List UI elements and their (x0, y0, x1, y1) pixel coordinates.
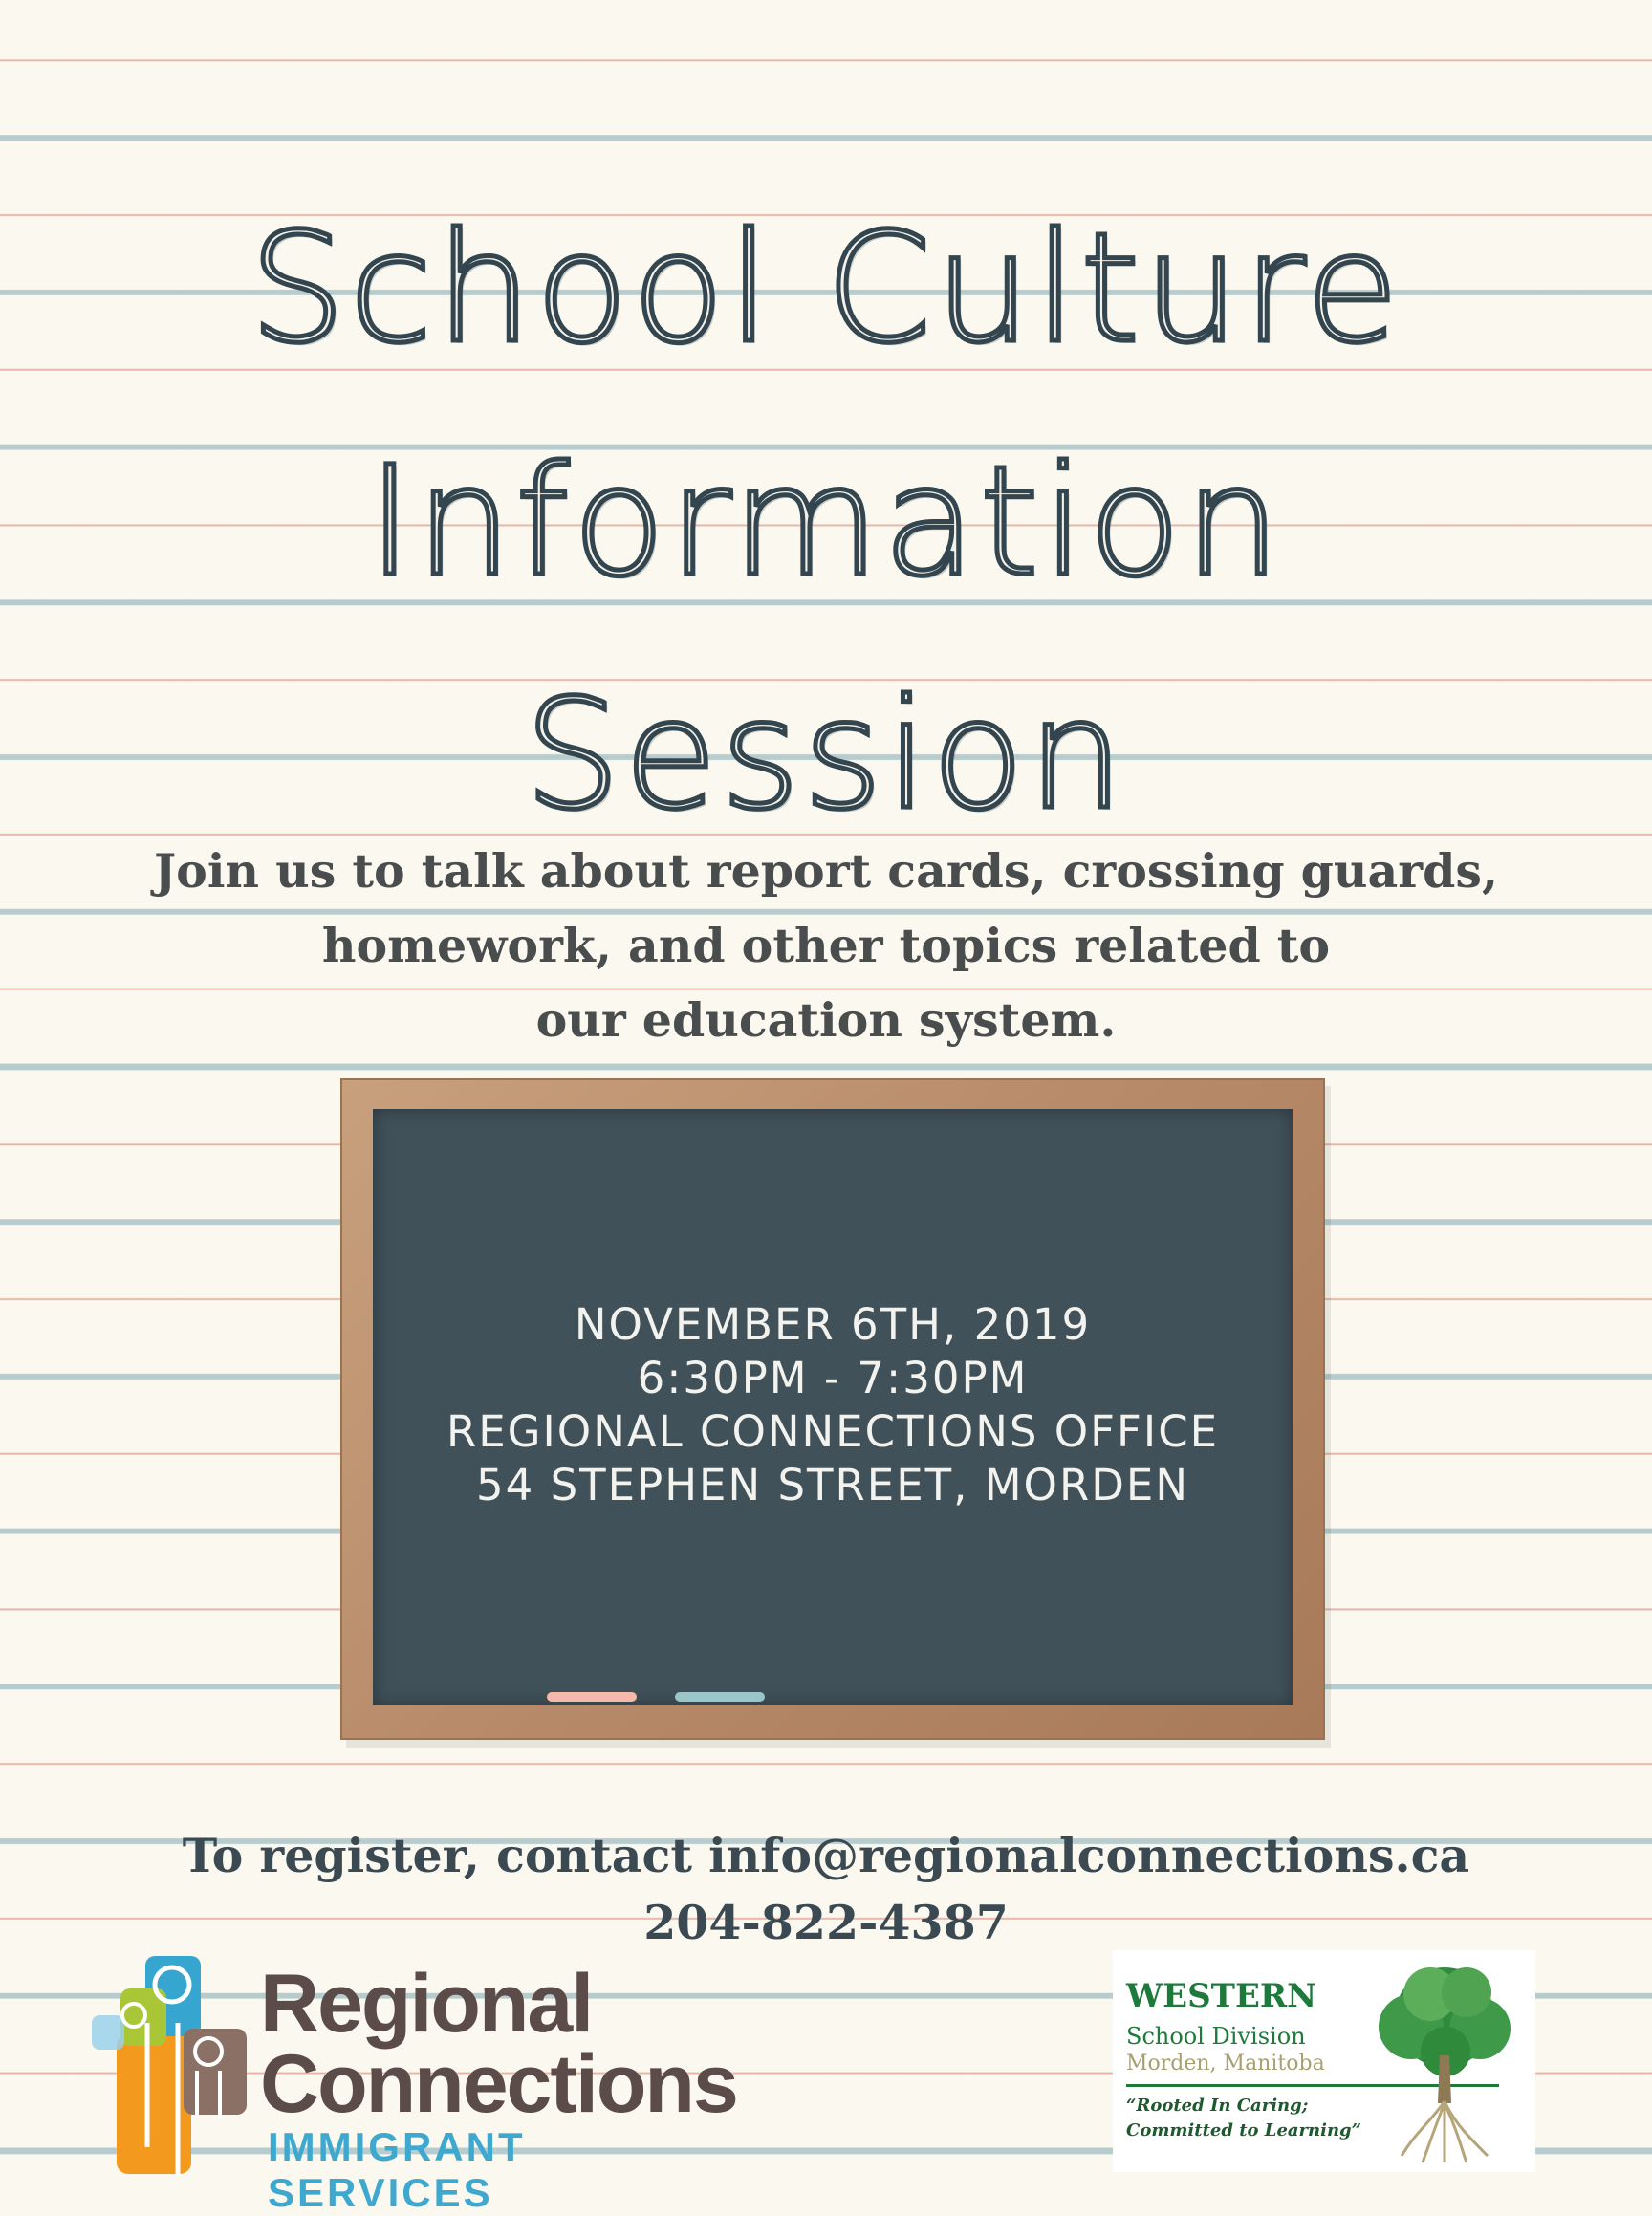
people-figures-logo-icon (92, 1956, 254, 2178)
title-line-2: Information (367, 434, 1285, 610)
wsd-motto-line-1: “Rooted In Caring; (1126, 2096, 1309, 2116)
wsd-location: Morden, Manitoba (1126, 2052, 1325, 2075)
regional-connections-logo (92, 1956, 761, 2215)
wsd-division: School Division (1126, 2023, 1306, 2050)
rc-name-line-2: Connections (260, 2038, 737, 2130)
tree-icon (1363, 1960, 1526, 2165)
event-venue: REGIONAL CONNECTIONS OFFICE (446, 1406, 1220, 1457)
blue-chalk (675, 1692, 765, 1702)
intro-line-2: homework, and other topics related to (321, 918, 1331, 973)
event-details (373, 1298, 1293, 1512)
intro-line-1: Join us to talk about report cards, crossing guards, (153, 843, 1499, 899)
title-line-3: Session (524, 667, 1128, 843)
wsd-motto (1126, 2094, 1361, 2143)
chalkboard-surface (373, 1109, 1293, 1705)
chalkboard (340, 1078, 1325, 1740)
title-line-1: School Culture (250, 201, 1402, 377)
wsd-name: WESTERN (1126, 1977, 1317, 2015)
event-time: 6:30PM - 7:30PM (637, 1353, 1029, 1403)
regional-connections-subtitle: IMMIGRANT SERVICES (268, 2124, 526, 2215)
pink-chalk (547, 1692, 637, 1702)
wsd-motto-line-2: Committed to Learning” (1126, 2120, 1361, 2140)
intro-line-3: our education system. (535, 992, 1117, 1048)
regional-connections-name (260, 1958, 737, 2130)
event-address: 54 STEPHEN STREET, MORDEN (476, 1460, 1189, 1510)
page-title (0, 172, 1652, 872)
rc-name-line-1: Regional (260, 1958, 593, 2050)
western-school-division-logo (1113, 1950, 1535, 2172)
register-contact[interactable]: To register, contact info@regionalconnections.ca (182, 1828, 1470, 1883)
registration-info (0, 1822, 1652, 1956)
intro-text (0, 834, 1652, 1057)
event-date: NOVEMBER 6TH, 2019 (574, 1299, 1092, 1350)
register-phone[interactable]: 204-822-4387 (643, 1895, 1009, 1950)
